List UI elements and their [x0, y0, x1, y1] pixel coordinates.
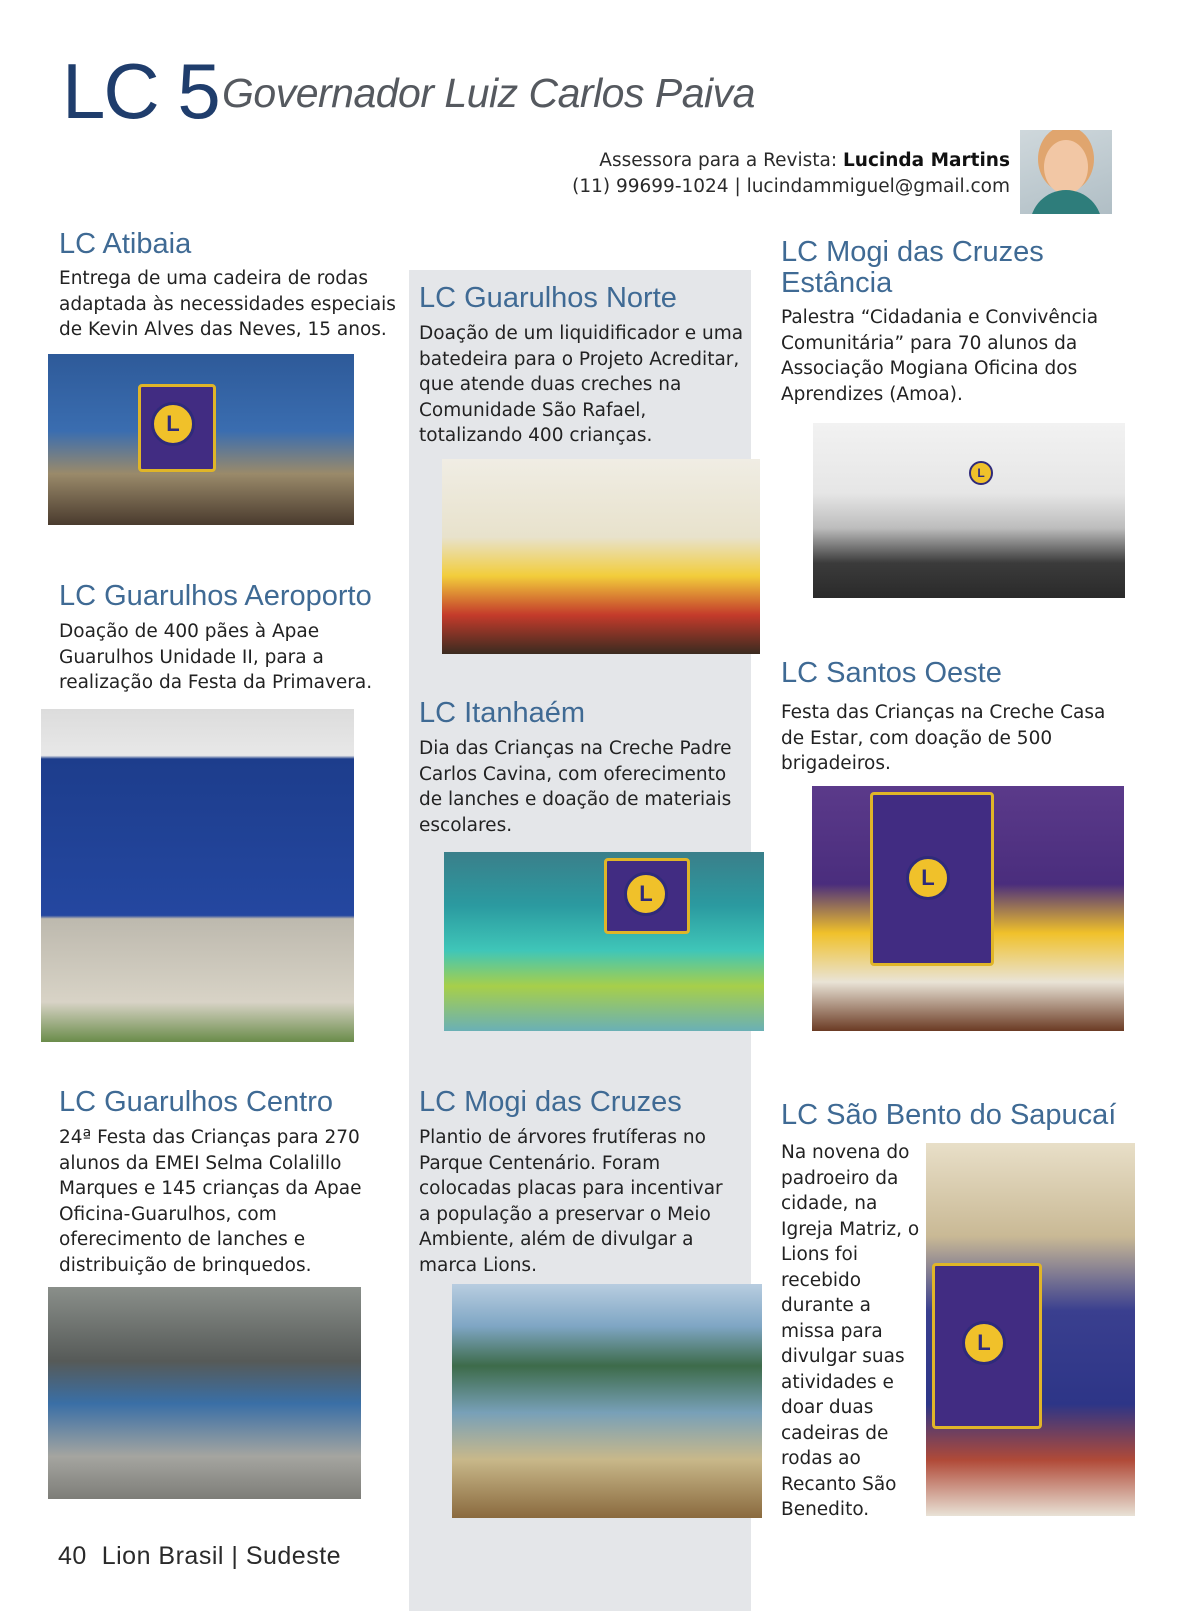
contact-block	[572, 148, 1010, 200]
club-title-mogi-estancia-line-1: LC Mogi das Cruzes	[781, 236, 1044, 268]
lions-emblem-icon: L	[151, 402, 195, 446]
club-text-guarulhos-norte: Doação de um liquidificador e uma batedeira para o Projeto Acreditar, que atende duas creches na Comunidade São Rafael, totalizando 400 crianças.	[419, 323, 744, 446]
photo-aeroporto	[41, 709, 354, 1042]
lions-emblem-icon: L	[624, 872, 668, 916]
club-title-mogi-estancia	[781, 237, 1044, 299]
photo-mogi-das-cruzes	[452, 1284, 762, 1518]
club-title-aeroporto: LC Guarulhos Aeroporto	[59, 580, 372, 612]
club-text-itanhaem: Dia das Crianças na Creche Padre Carlos Cavina, com oferecimento de lanches e doação de materiais escolares.	[419, 738, 732, 836]
lions-emblem-icon: L	[962, 1321, 1006, 1365]
contact-prefix: Assessora para a Revista:	[599, 150, 843, 171]
club-text-centro: 24ª Festa das Crianças para 270 alunos da EMEI Selma Colalillo Marques e 145 crianças da Apae Oficina-Guarulhos, com oferecimento de lanches e distribuição de brinquedos.	[59, 1127, 362, 1276]
photo-sao-bento-do-sapucai	[926, 1143, 1135, 1516]
photo-atibaia	[48, 354, 354, 525]
district-title: LC 5	[62, 47, 219, 135]
club-text-mogi-estancia: Palestra “Cidadania e Convivência Comunitária” para 70 alunos da Associação Mogiana Oficina dos Aprendizes (Amoa).	[781, 307, 1099, 405]
club-text-aeroporto: Doação de 400 pães à Apae Guarulhos Unidade II, para a realização da Festa da Primavera.	[59, 621, 373, 693]
club-title-atibaia: LC Atibaia	[59, 228, 192, 260]
club-text-sao-bento-do-sapucai: Na novena do padroeiro da cidade, na Igreja Matriz, o Lions foi recebido durante a missa para divulgar suas atividades e doar duas cadeiras de rodas ao Recanto São Benedito.	[781, 1142, 920, 1520]
governor-name: Governador Luiz Carlos Paiva	[222, 70, 755, 116]
contact-name: Lucinda Martins	[843, 150, 1010, 171]
club-title-guarulhos-norte: LC Guarulhos Norte	[419, 282, 677, 314]
club-text-atibaia: Entrega de uma cadeira de rodas adaptada às necessidades especiais de Kevin Alves das Neves, 15 anos.	[59, 268, 396, 340]
club-text-mogi-das-cruzes: Plantio de árvores frutíferas no Parque Centenário. Foram colocadas placas para incentivar a população a preservar o Meio Ambiente, além de divulgar a marca Lions.	[419, 1127, 723, 1276]
club-title-mogi-estancia-line-2: Estância	[781, 267, 893, 299]
club-title-itanhaem: LC Itanhaém	[419, 697, 586, 729]
photo-centro	[48, 1287, 361, 1499]
club-title-centro: LC Guarulhos Centro	[59, 1086, 334, 1118]
club-title-mogi-das-cruzes: LC Mogi das Cruzes	[419, 1086, 682, 1118]
lions-emblem-icon: L	[969, 461, 993, 485]
page-footer	[58, 1542, 341, 1571]
page-number: 40	[58, 1542, 87, 1570]
lions-emblem-icon: L	[906, 856, 950, 900]
contact-line-1	[572, 148, 1010, 174]
avatar-shirt	[1030, 190, 1102, 214]
club-text-santos-oeste: Festa das Crianças na Creche Casa de Estar, com doação de 500 brigadeiros.	[781, 702, 1106, 774]
photo-mogi-estancia	[813, 423, 1125, 598]
contact-line-2: (11) 99699-1024 | lucindammiguel@gmail.com	[572, 176, 1010, 197]
club-title-sao-bento-do-sapucai: LC São Bento do Sapucaí	[781, 1099, 1117, 1131]
photo-santos-oeste	[812, 786, 1124, 1031]
club-title-santos-oeste: LC Santos Oeste	[781, 657, 1002, 689]
publication-name: Lion Brasil | Sudeste	[101, 1542, 342, 1570]
avatar-face	[1044, 140, 1088, 194]
photo-itanhaem	[444, 852, 764, 1031]
avatar	[1020, 130, 1112, 214]
photo-guarulhos-norte	[442, 459, 760, 654]
